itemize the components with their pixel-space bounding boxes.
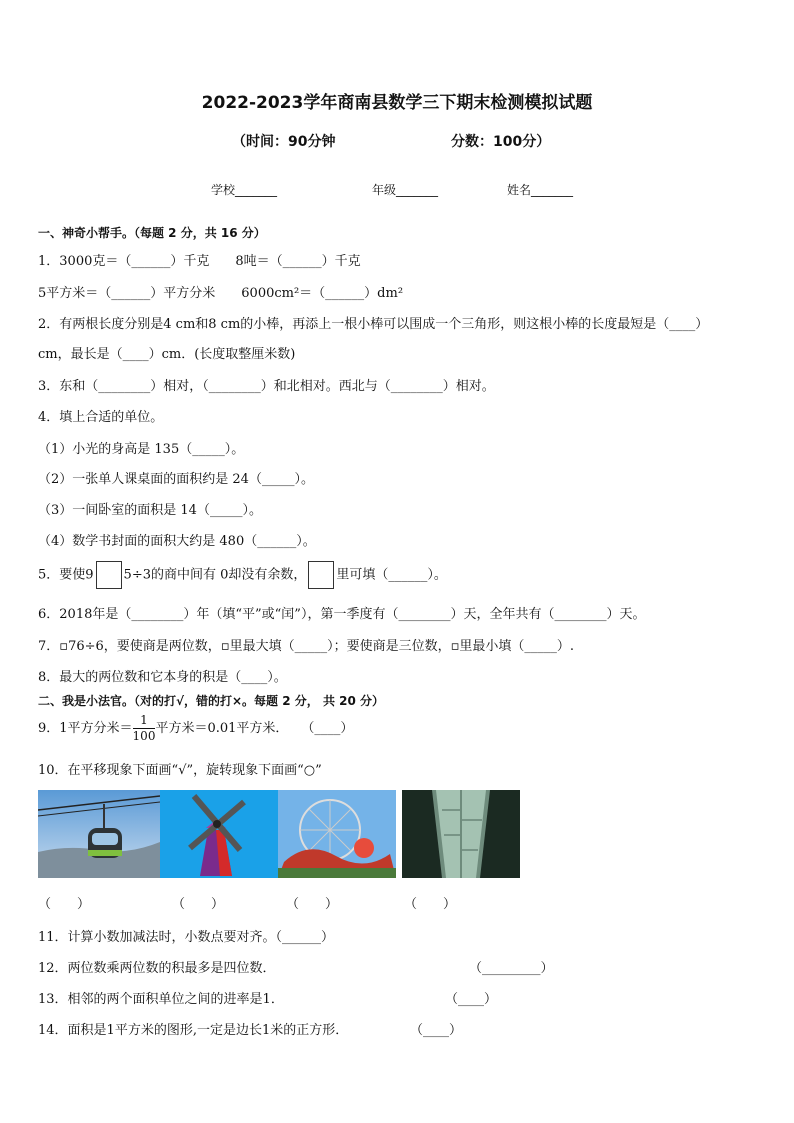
question-6: 6．2018年是（________）年（填“平”或“闰”），第一季度有（________）天，全年共有（________）天。 bbox=[38, 607, 646, 622]
question-9-prefix: 9．1平方分米＝ bbox=[38, 721, 133, 736]
school-field: 学校_______ bbox=[211, 183, 278, 197]
section-2-heading: 二、我是小法官。（对的打√，错的打×。每题 2 分， 共 20 分） bbox=[38, 694, 384, 708]
question-13: 13．相邻的两个面积单位之间的进率是1． bbox=[38, 992, 284, 1007]
question-5 bbox=[38, 561, 447, 589]
answer-blank-4[interactable]: （ ） bbox=[404, 897, 457, 912]
escalator-image bbox=[402, 790, 520, 878]
answer-blank-2[interactable]: （ ） bbox=[172, 897, 225, 912]
question-4: 4．填上合适的单位。 bbox=[38, 410, 164, 425]
name-field: 姓名_______ bbox=[507, 183, 574, 197]
question-12: 12．两位数乘两位数的积最多是四位数． bbox=[38, 961, 276, 976]
ferris-wheel-image bbox=[278, 790, 396, 878]
question-4-3: （3）一间卧室的面积是 14（_____）。 bbox=[38, 503, 262, 518]
question-5-prefix: 5．要使9 bbox=[38, 567, 94, 583]
windmill-image bbox=[160, 790, 278, 878]
exam-score: 分数：100分） bbox=[451, 134, 551, 150]
answer-blank-1[interactable]: （ ） bbox=[38, 897, 91, 912]
question-13-answer[interactable]: （____） bbox=[445, 992, 498, 1007]
question-5-middle: 5÷3的商中间有 0却没有余数， bbox=[123, 567, 307, 583]
question-3: 3．东和（________）相对，（________）和北相对。西北与（________）相对。 bbox=[38, 379, 495, 394]
question-11: 11．计算小数加减法时，小数点要对齐。（______） bbox=[38, 930, 335, 945]
exam-time: （时间：90分钟 bbox=[232, 134, 336, 150]
section-1-heading: 一、神奇小帮手。（每题 2 分，共 16 分） bbox=[38, 226, 266, 240]
question-2a: 2．有两根长度分别是4 cm和8 cm的小棒，再添上一根小棒可以围成一个三角形，则这根小棒的长度最短是（____） bbox=[38, 317, 709, 332]
question-2b: cm，最长是（____）cm．(长度取整厘米数) bbox=[38, 347, 296, 362]
fraction-numerator: 1 bbox=[133, 713, 156, 729]
page-title: 2022-2023学年商南县数学三下期末检测模拟试题 bbox=[201, 93, 593, 113]
fraction bbox=[133, 713, 156, 744]
answer-box[interactable] bbox=[308, 561, 334, 589]
question-14: 14．面积是1平方米的图形,一定是边长1米的正方形． bbox=[38, 1023, 349, 1038]
question-5-suffix: 里可填（______）。 bbox=[336, 567, 447, 583]
answer-box[interactable] bbox=[96, 561, 122, 589]
question-9 bbox=[38, 713, 353, 744]
question-14-answer[interactable]: （____） bbox=[410, 1023, 463, 1038]
question-9-suffix: 平方米＝0.01平方米． （____） bbox=[155, 721, 354, 736]
question-12-answer[interactable]: （_________） bbox=[469, 961, 554, 976]
cable-car-image bbox=[38, 790, 160, 878]
question-8: 8．最大的两位数和它本身的积是（____）。 bbox=[38, 670, 287, 685]
answer-blank-3[interactable]: （ ） bbox=[286, 897, 339, 912]
question-10: 10．在平移现象下面画“√”，旋转现象下面画“○” bbox=[38, 763, 322, 778]
question-1b: 5平方米＝（______）平方分米 6000cm²＝（______）dm² bbox=[38, 286, 404, 301]
grade-field: 年级_______ bbox=[372, 183, 439, 197]
question-1a: 1．3000克＝（______）千克 8吨＝（______）千克 bbox=[38, 254, 361, 269]
question-4-1: （1）小光的身高是 135（_____）。 bbox=[38, 442, 245, 457]
fraction-denominator: 100 bbox=[132, 729, 156, 743]
question-4-2: （2）一张单人课桌面的面积约是 24（_____）。 bbox=[38, 472, 314, 487]
question-4-4: （4）数学书封面的面积大约是 480（______）。 bbox=[38, 534, 316, 549]
question-7: 7．▫76÷6，要使商是两位数，▫里最大填（_____）；要使商是三位数，▫里最小填（_____）. bbox=[38, 639, 575, 654]
